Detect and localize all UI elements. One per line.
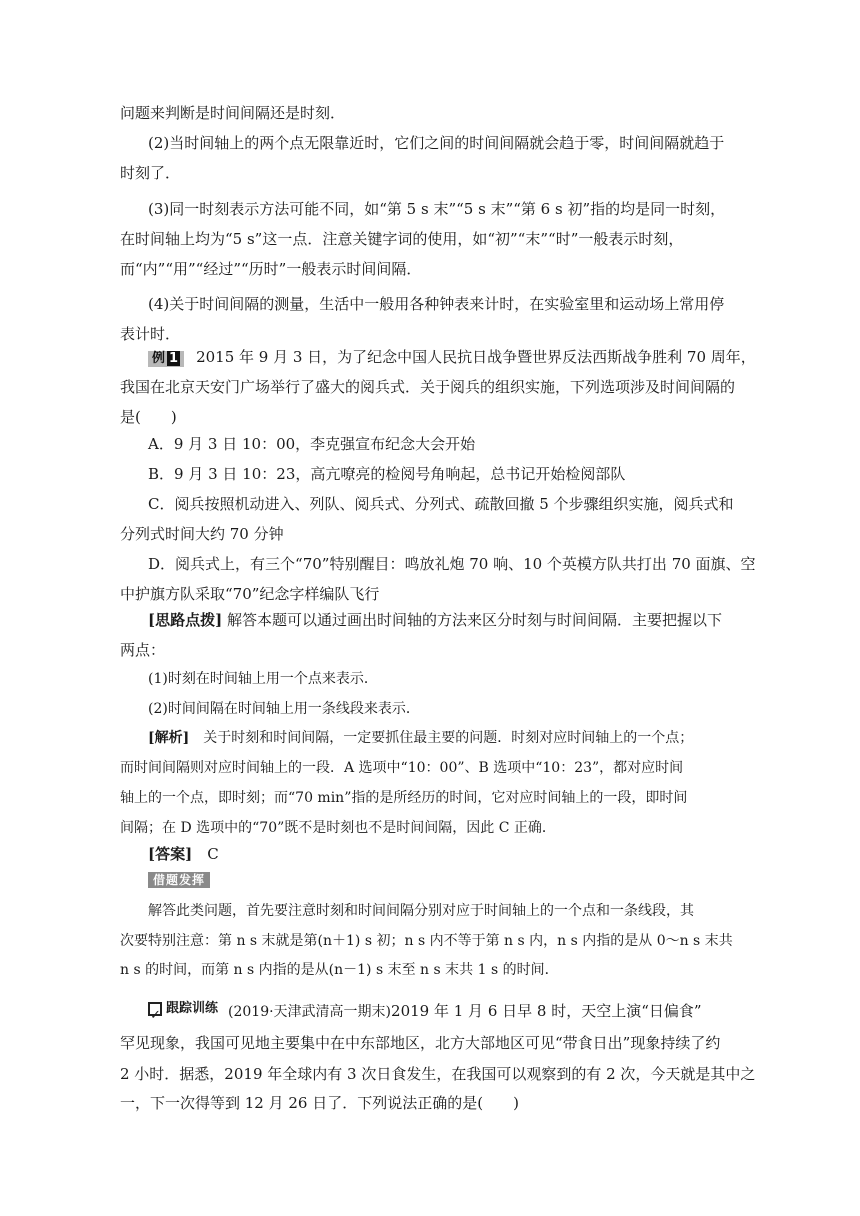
text-line: 一，下一次得等到 12 月 26 日了．下列说法正确的是( ) bbox=[120, 1094, 519, 1112]
text-line: 轴上的一个点，即时刻；而“70 min”指的是所经历的时间，它对应时间轴上的一段，即时间 bbox=[120, 790, 688, 806]
text-line: 问题来判断是时间间隔还是时刻． bbox=[120, 104, 346, 122]
tip-banner: 借题发挥 bbox=[148, 872, 210, 888]
text-line: 是( ) bbox=[120, 408, 177, 426]
hint-line: [思路点拨] 解答本题可以通过画出时间轴的方法来区分时刻与时间间隔．主要把握以下 bbox=[148, 611, 722, 629]
text-line: (4)关于时间间隔的测量，生活中一般用各种钟表来计时，在实验室里和运动场上常用停 bbox=[148, 295, 725, 313]
training-line: ✓ 跟踪训练 (2019·天津武清高一期末)2019 年 1 月 6 日早 8 时，天空上演“日偏食” bbox=[148, 992, 740, 1029]
text-line: (2)当时间轴上的两个点无限靠近时，它们之间的时间间隔就会趋于零，时间间隔就趋于 bbox=[148, 134, 725, 152]
answer-value: C bbox=[207, 845, 219, 863]
text-line: 在时间轴上均为“5 s”这一点．注意关键字词的使用，如“初”“末”“时”一般表示时刻， bbox=[120, 230, 684, 248]
text-line: 而时间间隔则对应时间轴上的一段．A 选项中“10：00”、B 选项中“10：23”，都对应时间 bbox=[120, 760, 684, 776]
text-line: 而“内”“用”“经过”“历时”一般表示时间间隔． bbox=[120, 260, 422, 278]
option-c-cont: 分列式时间大约 70 分钟 bbox=[120, 525, 284, 543]
hint-point-1: (1)时刻在时间轴上用一个点来表示． bbox=[148, 671, 378, 687]
option-b: B．9 月 3 日 10：23，高亢嘹亮的检阅号角响起，总书记开始检阅部队 bbox=[148, 465, 626, 483]
text-line: 时刻了． bbox=[120, 164, 181, 182]
text-line: 2 小时．据悉，2019 年全球内有 3 次日食发生，在我国可以观察到的有 2 次，今天就是其中之 bbox=[120, 1065, 756, 1083]
text-line: (3)同一时刻表示方法可能不同，如“第 5 s 末”“5 s 末”“第 6 s 初”指的均是同一时刻， bbox=[148, 200, 726, 218]
checkbox-icon bbox=[148, 1002, 162, 1016]
hint-tag: [思路点拨] bbox=[148, 611, 223, 629]
option-d-cont: 中护旗方队采取“70”纪念字样编队飞行 bbox=[120, 585, 380, 603]
hint-point-2: (2)时间间隔在时间轴上用一条线段来表示． bbox=[148, 701, 420, 717]
answer-tag: [答案] bbox=[148, 845, 193, 863]
text-line: 两点： bbox=[120, 641, 166, 659]
text-line: 罕见现象，我国可见地主要集中在中东部地区，北方大部地区可见“带食日出”现象持续了约 bbox=[120, 1034, 721, 1052]
text-line: n s 的时间，而第 n s 内指的是从(n－1) s 末至 n s 末共 1 s 的时间． bbox=[120, 962, 559, 978]
training-source: (2019·天津武清高一期末) bbox=[228, 1004, 392, 1020]
option-d: D．阅兵式上，有三个“70”特别醒目：鸣放礼炮 70 响、10 个英模方队共打出 70 面旗、空 bbox=[148, 555, 756, 573]
option-a: A．9 月 3 日 10：00，李克强宣布纪念大会开始 bbox=[148, 435, 476, 453]
example-question: 例 1 2015 年 9 月 3 日，为了纪念中国人民抗日战争暨世界反法西斯战争胜利 70 周年， bbox=[148, 340, 740, 374]
training-banner: ✓ 跟踪训练 bbox=[148, 992, 218, 1026]
text-line: 表计时． bbox=[120, 325, 181, 343]
text-line: 间隔；在 D 选项中的“70”既不是时刻也不是时间间隔，因此 C 正确． bbox=[120, 820, 556, 836]
option-c: C．阅兵按照机动进入、列队、阅兵式、分列式、疏散回撤 5 个步骤组织实施，阅兵式和 bbox=[148, 495, 734, 513]
text-line: 我国在北京天安门广场举行了盛大的阅兵式．关于阅兵的组织实施，下列选项涉及时间间隔的 bbox=[120, 378, 736, 396]
analysis-line: [解析] 关于时刻和时间间隔，一定要抓住最主要的问题．时刻对应时间轴上的一个点； bbox=[148, 730, 694, 746]
answer-line bbox=[148, 837, 740, 871]
text-line: 次要特别注意：第 n s 末就是第(n＋1) s 初；n s 内不等于第 n s 内，n s 内指的是从 0～n s 末共 bbox=[120, 933, 733, 949]
analysis-tag: [解析] bbox=[148, 730, 190, 746]
text-line: 解答此类问题，首先要注意时刻和时间间隔分别对应于时间轴上的一个点和一条线段，其 bbox=[148, 903, 694, 919]
example-badge: 例 1 bbox=[148, 351, 184, 367]
